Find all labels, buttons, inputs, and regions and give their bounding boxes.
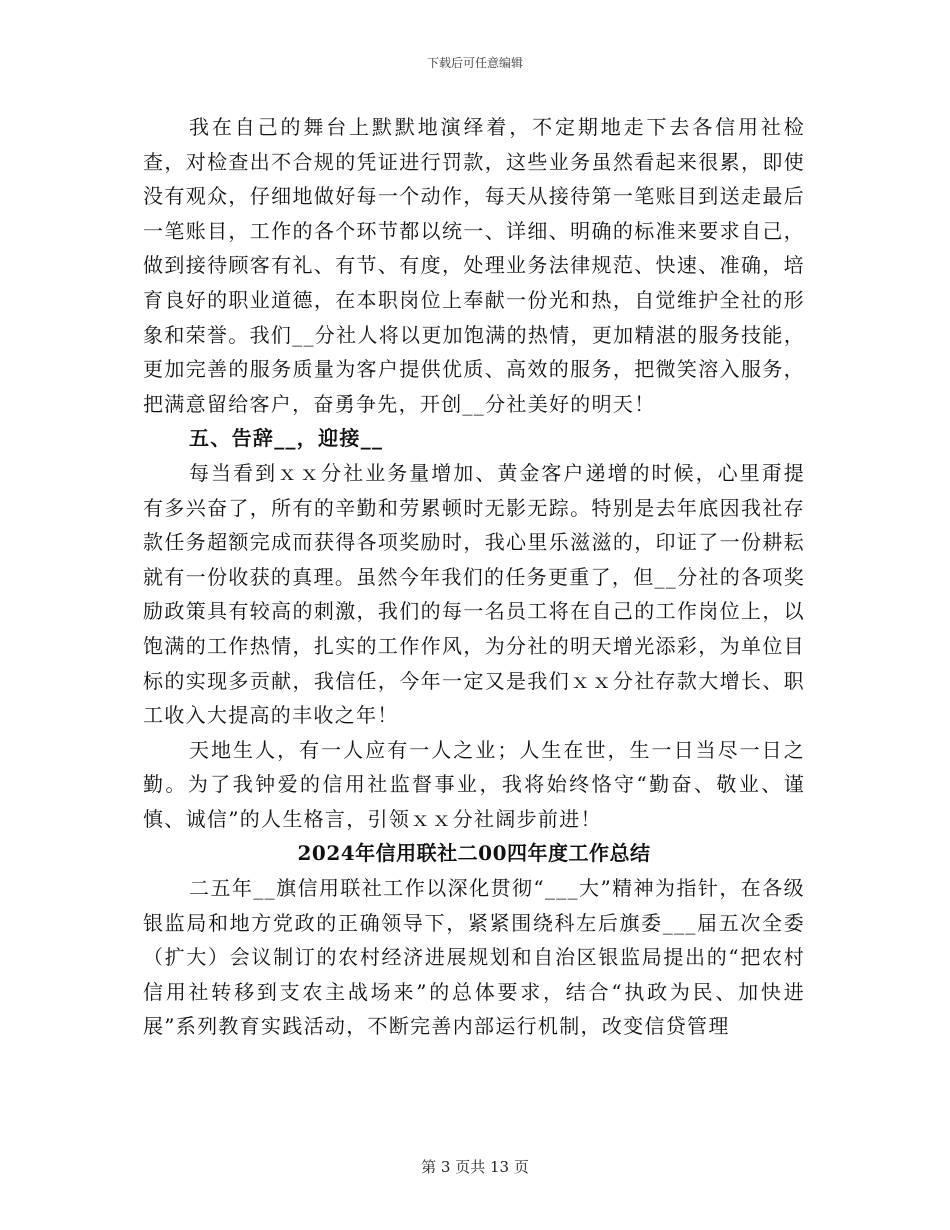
paragraph-branch-growth: 每当看到ｘｘ分社业务量增加、黄金客户递增的时候，心里甭提有多兴奋了，所有的辛勤和劳累顿时无影无踪。特别是去年底因我社存款任务超额完成而获得各项奖励时，我心里乐滋滋的，印证了一份耕耘就有一份收获的真理。虽然今年我们的任务更重了，但__分社的各项奖励政策具有较高的刺激，我们的每一名员工将在自己的工作岗位上，以饱满的工作热情，扎实的工作作风，为分社的明天增光添彩，为单位目标的实现多贡献，我信任，今年一定又是我们ｘｘ分社存款大增长、职工收入大提高的丰收之年！	[143, 460, 805, 728]
page-header: 下载后可任意编辑	[426, 56, 523, 70]
paragraph-annual-summary: 二五年__旗信用联社工作以深化贯彻“___大”精神为指针，在各级银监局和地方党政的正确领导下，紧紧围绕科左后旗委___届五次全委（扩大）会议制订的农村经济进展规划和自治区银监局提出的“把农村信用社转移到支农主战场来”的总体要求，结合“执政为民、加快进展”系列教育实践活动，不断完善内部运行机制，改变信贷管理	[143, 876, 805, 1039]
document-title: 2024年信用联社二00四年度工作总结	[297, 841, 651, 866]
paragraph-stage-work: 我在自己的舞台上默默地演绎着，不定期地走下去各信用社检查，对检查出不合规的凭证进行罚款，这些业务虽然看起来很累，即使没有观众，仔细地做好每一个动作，每天从接待第一笔账目到送走最后一笔账目，工作的各个环节都以统一、详细、明确的标准来要求自己，做到接待顾客有礼、有节、有度，处理业务法律规范、快速、准确，培育良好的职业道德，在本职岗位上奉献一份光和热，自觉维护全社的形象和荣誉。我们__分社人将以更加饱满的热情，更加精湛的服务技能，更加完善的服务质量为客户提供优质、高效的服务，把微笑溶入服务，把满意留给客户，奋勇争先，开创__分社美好的明天！	[143, 115, 805, 416]
section-heading-five: 五、告辞__，迎接__	[189, 426, 384, 451]
page-footer: 第 3 页共 13 页	[421, 1158, 529, 1176]
document-body	[143, 110, 805, 1044]
paragraph-motto: 天地生人，有一人应有一人之业；人生在世，生一日当尽一日之勤。为了我钟爱的信用社监督事业，我将始终恪守“勤奋、敬业、谨慎、诚信”的人生格言，引领ｘｘ分社阔步前进！	[143, 737, 805, 831]
